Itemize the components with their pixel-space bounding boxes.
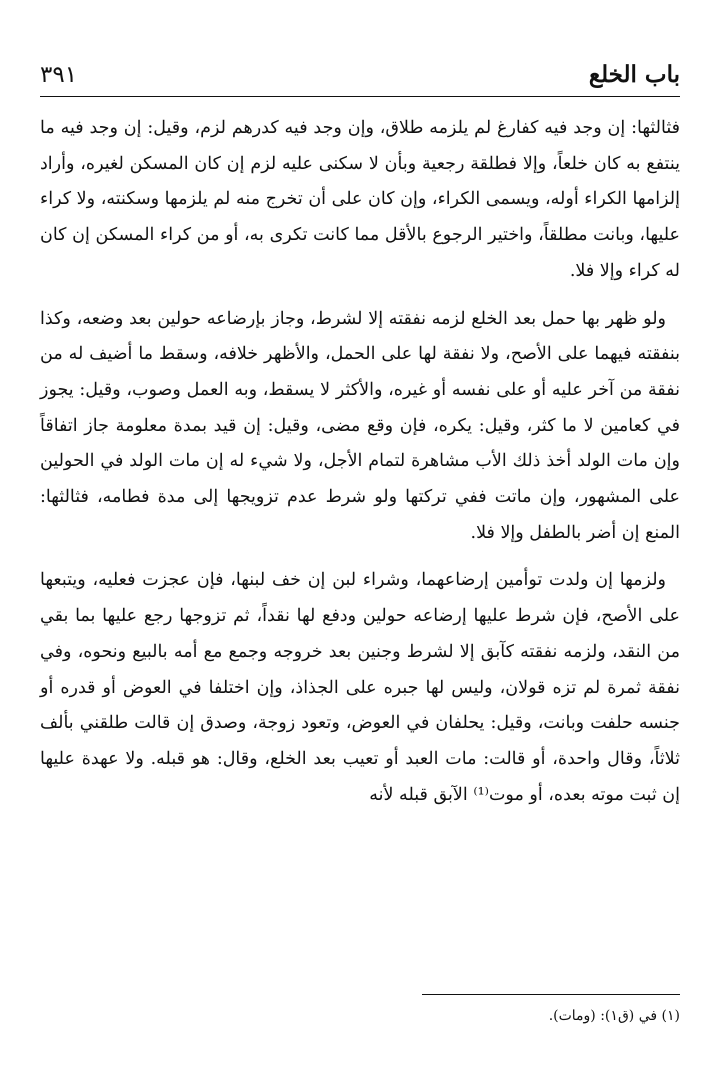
body-text [40,111,680,825]
paragraph-1 [40,111,680,290]
paragraph-3 [40,563,680,813]
footnote: (١) في (ق١): (ومات). [548,1008,680,1024]
header-divider [40,96,680,97]
paragraph-text: فثالثها: إن وجد فيه كفارغ لم يلزمه طلاق، وإن وجد فيه كدرهم لزم، وقيل: إن وجد فيه ما ينتفع به كان خلعاً، وإلا فطلقة رجعية وبأن لا سكنى عليه لزم إن كان المسكن لغيره، وأراد إلزامها الكراء أوله، ويسمى الكراء، وإن كان على أن تخرج منه لم يلزمها وسكنته، ولا كراء عليها، وبانت مطلقاً، واختير الرجوع بالأقل مما كانت تكرى به، أو من كراء المسكن إن كان له كراء وإلا فلا. [40,118,680,281]
running-head [40,48,680,88]
chapter-title: باب الخلع [588,61,680,88]
page-number: ٣٩١ [40,62,78,88]
paragraph-2 [40,302,680,552]
paragraph-text: ولزمها إن ولدت توأمين إرضاعهما، وشراء لبن إن خف لبنها، فإن عجزت فعليه، ويتبعها على الأصح، فإن شرط عليها إرضاعه حولين ودفع لها نقداً، ثم تزوجها رجع عليها بما بقي من النقد، ولزمه نفقته كآبق إلا لشرط وجنين بعد خروجه وجمع مع أمه بالبيع ونحوه، وفي نفقة ثمرة لم تزه قولان، وليس لها جبره على الجذاذ، وإن اختلفا في العوض أو قدره أو جنسه حلفت وبانت، وقيل: يحلفان في العوض، وتعود زوجة، وصدق إن قالت طلقني بألف ثلاثاً، وقال واحدة، أو قالت: مات العبد أو تعيب بعد الخلع، وقال: هو قبله. ولا عهدة عليها إن ثبت موته بعده، أو موت⁽¹⁾ الآبق قبله لأنه [40,570,680,805]
footnote-divider [422,994,680,995]
paragraph-text: ولو ظهر بها حمل بعد الخلع لزمه نفقته إلا لشرط، وجاز بإرضاعه حولين بعد وضعه، وكذا بنفقته فيهما على الأصح، ولا نفقة لها على الحمل، والأظهر خلافه، وسقط ما أضيف له من نفقة من آخر عليه أو على نفسه أو غيره، والأكثر لا يسقط، وبه العمل وصوب، وقيل: يجوز في كعامين لا ما كثر، وقيل: يكره، فإن وقع مضى، وقيل: إن قيد بمدة معلومة جاز اتفاقاً وإن مات الولد أخذ ذلك الأب مشاهرة لتمام الأجل، ولا شيء له إن مات الولد في الحولين على المشهور، وإن ماتت ففي تركتها ولو شرط عدم تزويجها إلى مدة فطامه، فثالثها: المنع إن أضر بالطفل وإلا فلا. [40,308,680,543]
